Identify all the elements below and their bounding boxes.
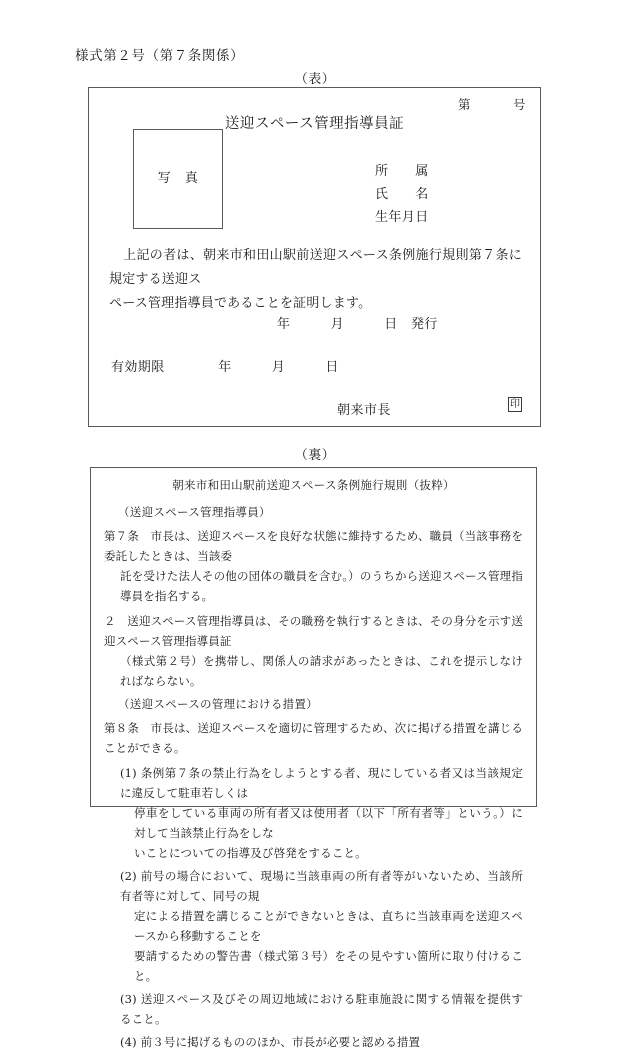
regulation-heading: 朝来市和田山駅前送迎スペース条例施行規則（抜粋） [172,478,455,492]
article-7-line-1: 第７条 市長は、送迎スペースを良好な状態に維持するため、職員（当該事務を委託したときは、当該委 [104,529,523,563]
id-card-back [90,467,537,1049]
field-name: 氏 名 [375,187,429,202]
field-birthdate: 生年月日 [375,210,429,225]
item-1-marker: (1) [120,766,137,780]
list-item [104,763,523,863]
list-item [104,1032,523,1052]
statement-line-1 [109,244,522,292]
measure-item-list [104,763,523,1052]
list-item [104,866,523,986]
subheading-management-measures: （送迎スペースの管理における措置） [118,697,319,711]
item-4-marker: (4) [120,1035,137,1049]
holder-fields [375,160,429,229]
seal-icon: 印 [510,399,520,410]
card-title: 送迎スペース管理指導員証 [224,116,405,132]
article-7-line-2: 託を受けた法人その他の団体の職員を含む。）のうちから送迎スペース管理指導員を指名する。 [120,569,523,603]
item-2-line-1: 前号の場合において、現場に当該車両の所有者等がいないため、当該所有者等に対して、同号の規 [120,869,524,903]
front-side-label: （表） [294,72,336,87]
id-card-front [88,87,541,427]
serial-prefix: 第 [457,97,471,112]
certification-statement [109,244,522,316]
article-7-paragraph-2 [104,611,523,691]
item-1-line-1: 条例第７条の禁止行為をしようとする者、現にしている者又は当該規定に違反して駐車若しくは [120,766,523,800]
article-7 [104,526,523,606]
item-3-line-1: 送迎スペース及びその周辺地域における駐車施設に関する情報を提供すること。 [120,992,523,1026]
item-2-line-3: 要請するための警告書（様式第３号）をその見やすい箇所に取り付けること。 [134,949,523,983]
article-8 [104,718,523,758]
form-number-heading: 様式第２号（第７条関係） [75,48,245,64]
mayor-signature-label: 朝来市長 [337,403,392,418]
subheading-guide-officer: （送迎スペース管理指導員） [118,505,271,519]
paragraph-2-line-2: （様式第２号）を携帯し、関係人の請求があったときは、これを提示しなければならない。 [120,654,523,688]
article-8-line-1: 第８条 市長は、送迎スペースを適切に管理するため、次に掲げる措置を講じることができる。 [104,721,523,755]
paragraph-2-line-1: ２ 送迎スペース管理指導員は、その職務を執行するときは、その身分を示す送迎スペース管理指導員証 [104,614,523,648]
statement-line-2: ペース管理指導員であることを証明します。 [109,296,372,311]
expiry-date-line: 有効期限 年 月 日 [111,360,339,375]
item-4-line-1: 前３号に掲げるもののほか、市長が必要と認める措置 [140,1035,421,1049]
back-side-label: （裏） [294,448,336,463]
list-item [104,989,523,1029]
item-1-line-2: 停車をしている車両の所有者又は使用者（以下「所有者等」という。）に対して当該禁止行為をしな [134,806,523,840]
field-affiliation: 所 属 [375,164,429,179]
issue-date-line: 年 月 日 発行 [277,317,438,332]
photo-placeholder-box [133,129,223,229]
item-3-marker: (3) [120,992,137,1006]
item-2-line-2: 定による措置を講じることができないときは、直ちに当該車両を送迎スペースから移動することを [134,909,523,943]
statement-text-1: 上記の者は、朝来市和田山駅前送迎スペース条例施行規則第７条に規定する送迎ス [109,248,522,287]
item-1-line-3: いことについての指導及び啓発をすること。 [134,846,367,860]
item-2-marker: (2) [120,869,137,883]
serial-number-line [458,95,526,113]
serial-suffix: 号 [512,97,526,112]
photo-label: 写 真 [157,171,199,186]
